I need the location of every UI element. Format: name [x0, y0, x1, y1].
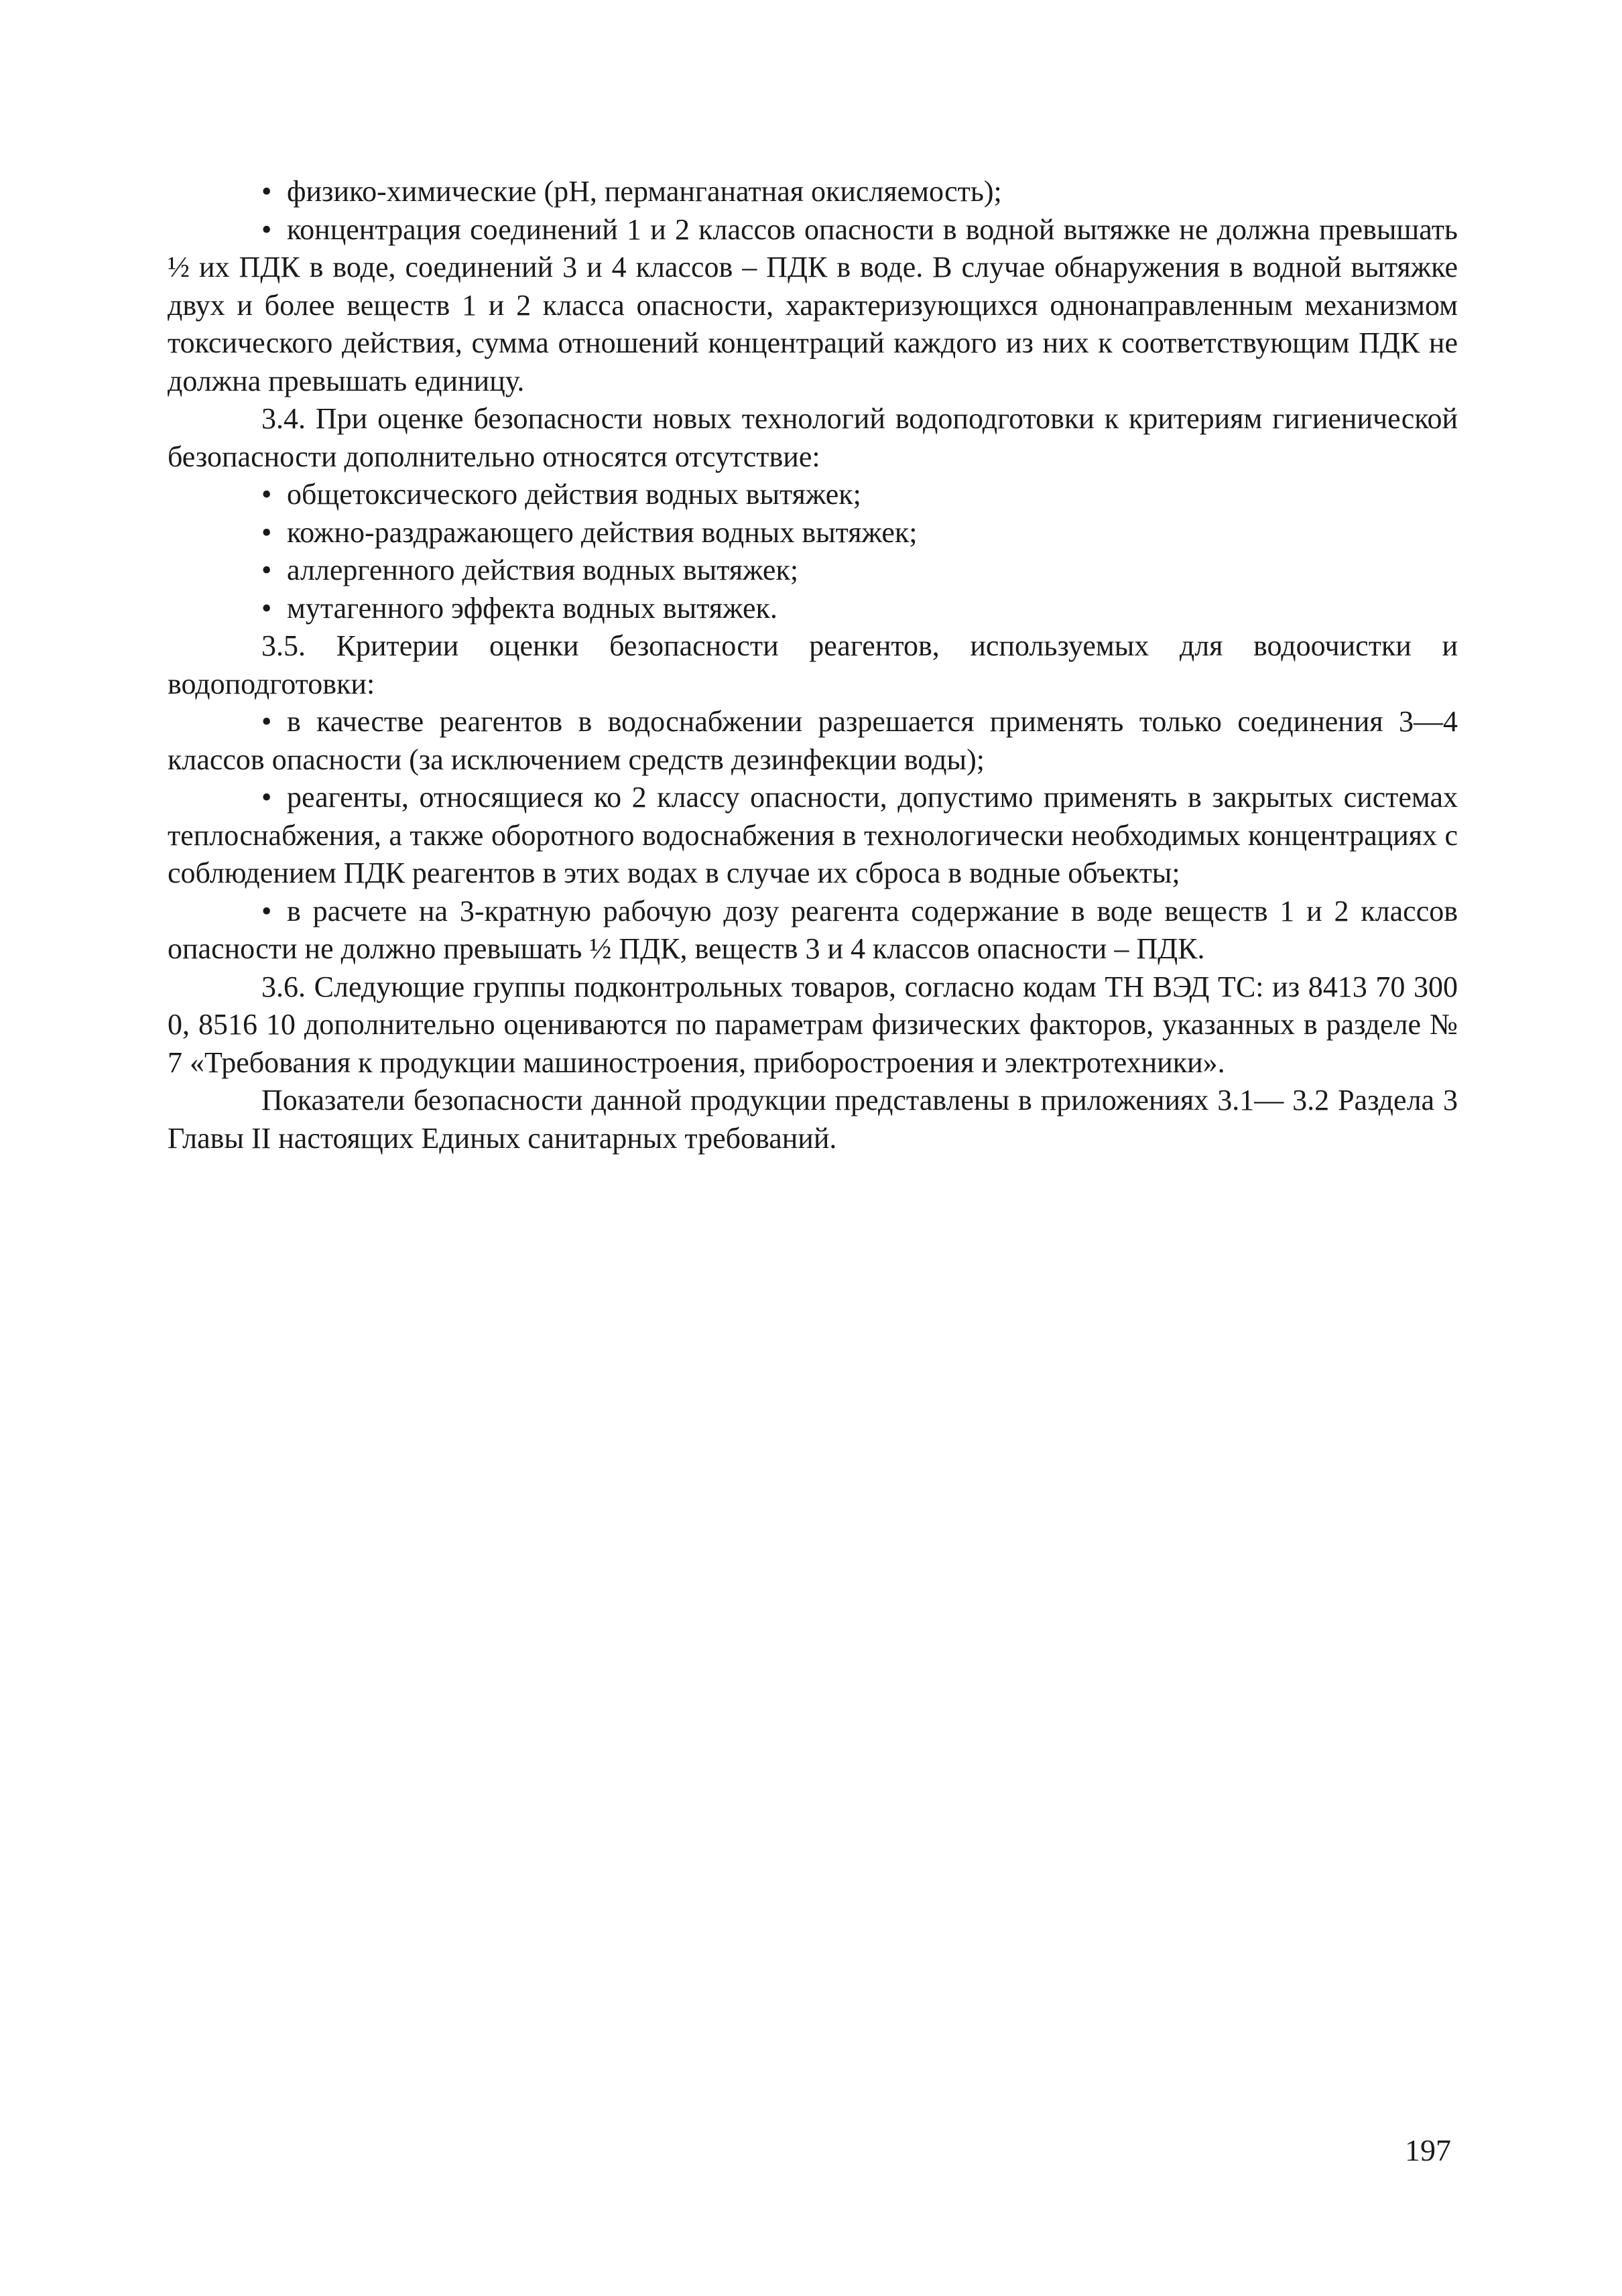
- bullet-mutagenic: • мутагенного эффекта водных вытяжек.: [168, 590, 1458, 628]
- bullet-physchem: • физико-химические (pH, перманганатная окисляемость);: [168, 173, 1458, 211]
- bullet-general-toxic: • общетоксического действия водных вытяжек;: [168, 476, 1458, 514]
- bullet-class-2-reagents: • реагенты, относящиеся ко 2 классу опасности, допустимо применять в закрытых системах теплоснабжения, а также оборотного водоснабжения в технологически необходимых концентрациях с соблюдением ПДК реагентов в этих водах в случае их сброса в водные объекты;: [168, 779, 1458, 893]
- bullet-concentration: • концентрация соединений 1 и 2 классов опасности в водной вытяжке не должна превышать ½ их ПДК в воде, соединений 3 и 4 классов – ПДК в воде. В случае обнаружения в водной вытяжке двух и более веществ 1 и 2 класса опасности, характеризующихся однонаправленным механизмом токсического действия, сумма отношений концентраций каждого из них к соответствующим ПДК не должна превышать единицу.: [168, 211, 1458, 401]
- bullet-triple-dose: • в расчете на 3-кратную рабочую дозу реагента содержание в воде веществ 1 и 2 классов опасности не должно превышать ½ ПДК, веществ 3 и 4 классов опасности – ПДК.: [168, 893, 1458, 968]
- bullet-skin-irritant: • кожно-раздражающего действия водных вытяжек;: [168, 514, 1458, 552]
- paragraph-3-4: 3.4. При оценке безопасности новых технологий водоподготовки к критериям гигиенической безопасности дополнительно относятся отсутствие:: [168, 402, 1458, 473]
- bullet-reagent-classes: • в качестве реагентов в водоснабжении разрешается применять только соединения 3—4 классов опасности (за исключением средств дезинфекции воды);: [168, 703, 1458, 779]
- bullet-allergenic: • аллергенного действия водных вытяжек;: [168, 552, 1458, 590]
- paragraph-3-6: 3.6. Следующие группы подконтрольных товаров, согласно кодам ТН ВЭД ТС: из 8413 70 300 0, 8516 10 дополнительно оцениваются по параметрам физических факторов, указанных в разделе № 7 «Требования к продукции машиностроения, приборостроения и электротехники».: [168, 970, 1458, 1079]
- page-number: 197: [1405, 2133, 1451, 2167]
- paragraph-safety-indicators: Показатели безопасности данной продукции представлены в приложениях 3.1— 3.2 Раздела 3 Главы II настоящих Единых санитарных требований.: [168, 1084, 1458, 1155]
- paragraph-3-5: 3.5. Критерии оценки безопасности реагентов, используемых для водоочистки и водоподготовки:: [168, 629, 1458, 700]
- document-body: [168, 173, 1458, 1157]
